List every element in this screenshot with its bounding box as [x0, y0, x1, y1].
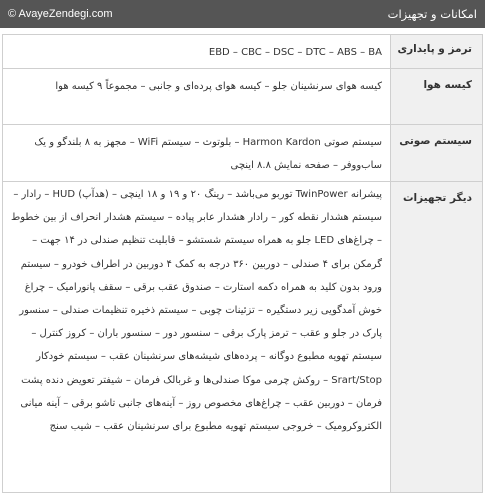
spec-value: EBD – CBC – DSC – DTC – ABS – BA [3, 35, 391, 69]
watermark-text: © AvayeZendegi.com [8, 8, 113, 20]
section-title: امکانات و تجهیزات [387, 7, 477, 21]
spec-label: کیسه هوا [391, 69, 483, 125]
section-header [0, 0, 485, 28]
table-row [3, 182, 483, 493]
spec-value: سیستم صوتی Harmon Kardon – بلوتوث – سیستم WiFi – مجهز به ۸ بلندگو و یک ساب‌ووفر – صفحه نمایش ۸.۸ اینچی [3, 125, 391, 182]
spec-value: پیشرانه TwinPower توربو می‌باشد – رینگ ۲۰ و ۱۹ و ۱۸ اینچی – (هدآپ) HUD – رادار – سیستم هشدار نقطه کور – رادار هشدار عابر پیاده – سیستم هشدار انحراف از بین خطوط – چراغ‌های LED جلو به همراه سیستم شستشو – قابلیت تنظیم صندلی در ۱۴ جهت – گرمکن برای ۴ صندلی – دوربین ۳۶۰ درجه به کمک ۴ دوربین در اطراف خودرو – سیستم ورود بدون کلید به همراه دکمه استارت – صندوق عقب برقی – سقف پانورامیک – چراغ خوش آمدگویی زیر دستگیره – تزئینات چوبی – سیستم ذخیره تنظیمات صندلی – سنسور پارک در جلو و عقب – ترمز پارک برقی – سنسور دور – سنسور باران – کروز کنترل – سیستم تهویه مطبوع دوگانه – پرده‌های شیشه‌های سرنشینان عقب – سیستم خودکار Srart/Stop – روکش چرمی موکا صندلی‌ها و غربالک فرمان – شیفتر تعویض دنده پشت فرمان – دوربین عقب – چراغ‌های مخصوص روز – آینه‌های جانبی تاشو برقی – آینه میانی الکتروکرومیک – خروجی سیستم تهویه مطبوع برای سرنشینان عقب – شیب سنج [3, 182, 391, 493]
specs-table [2, 34, 483, 493]
table-row [3, 125, 483, 182]
table-row [3, 35, 483, 69]
spec-value: کیسه هوای سرنشینان جلو – کیسه هوای پرده‌ای و جانبی – مجموعاً ۹ کیسه هوا [3, 69, 391, 125]
spec-label: ترمز و پایداری [391, 35, 483, 69]
spec-label: سیستم صوتی [391, 125, 483, 182]
table-row [3, 69, 483, 125]
watermark [8, 8, 113, 20]
spec-label: دیگر تجهیزات [391, 182, 483, 493]
